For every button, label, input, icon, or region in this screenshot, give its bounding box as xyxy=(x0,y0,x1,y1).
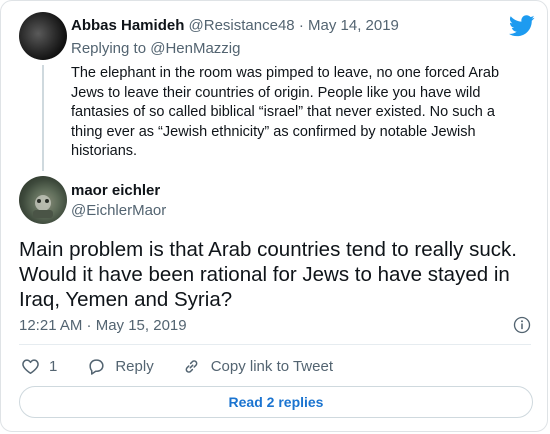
like-count: 1 xyxy=(49,357,58,375)
reply-bubble-icon xyxy=(87,357,106,376)
main-author-handle[interactable]: @EichlerMaor xyxy=(71,202,167,219)
link-icon xyxy=(182,357,201,376)
avatar[interactable] xyxy=(19,176,67,224)
timestamp[interactable]: 12:21 AM · May 15, 2019 xyxy=(19,317,187,334)
divider xyxy=(19,344,531,345)
copy-link-label: Copy link to Tweet xyxy=(210,357,333,375)
action-bar xyxy=(21,355,333,377)
parent-tweet-header xyxy=(71,17,399,34)
like-button[interactable] xyxy=(21,357,57,376)
info-icon[interactable] xyxy=(513,316,531,334)
read-replies-button[interactable]: Read 2 replies xyxy=(19,386,533,418)
parent-tweet-text: The elephant in the room was pimped to leave, no one forced Arab Jews to leave their countries of origin. People like you have wild fantasies of so called biblical “israel” that never existed. No such a thing ever as “Jewish ethnicity” as confirmed by notable Jewish historians. xyxy=(71,65,500,159)
copy-link-button[interactable] xyxy=(182,357,333,376)
replying-to xyxy=(71,40,240,57)
twitter-bird-icon[interactable] xyxy=(509,15,535,37)
main-author-name[interactable]: maor eichler xyxy=(71,182,161,199)
replying-to-handle[interactable]: @HenMazzig xyxy=(150,40,241,57)
parent-author-handle[interactable]: @Resistance48 xyxy=(188,17,295,34)
heart-icon xyxy=(21,357,40,376)
parent-date[interactable]: May 14, 2019 xyxy=(308,17,399,34)
reply-button[interactable] xyxy=(87,357,153,376)
avatar-photo xyxy=(19,176,67,224)
parent-author-name[interactable]: Abbas Hamideh xyxy=(71,17,185,34)
separator: · xyxy=(298,17,304,34)
reply-label: Reply xyxy=(115,357,154,375)
avatar[interactable] xyxy=(19,12,67,60)
thread-line xyxy=(42,65,44,171)
replying-to-label: Replying to xyxy=(71,40,147,57)
main-tweet-text: Main problem is that Arab countries tend to really suck. Would it have been rational for Jews to have stayed in Iraq, Yemen and Syria? xyxy=(19,238,517,311)
